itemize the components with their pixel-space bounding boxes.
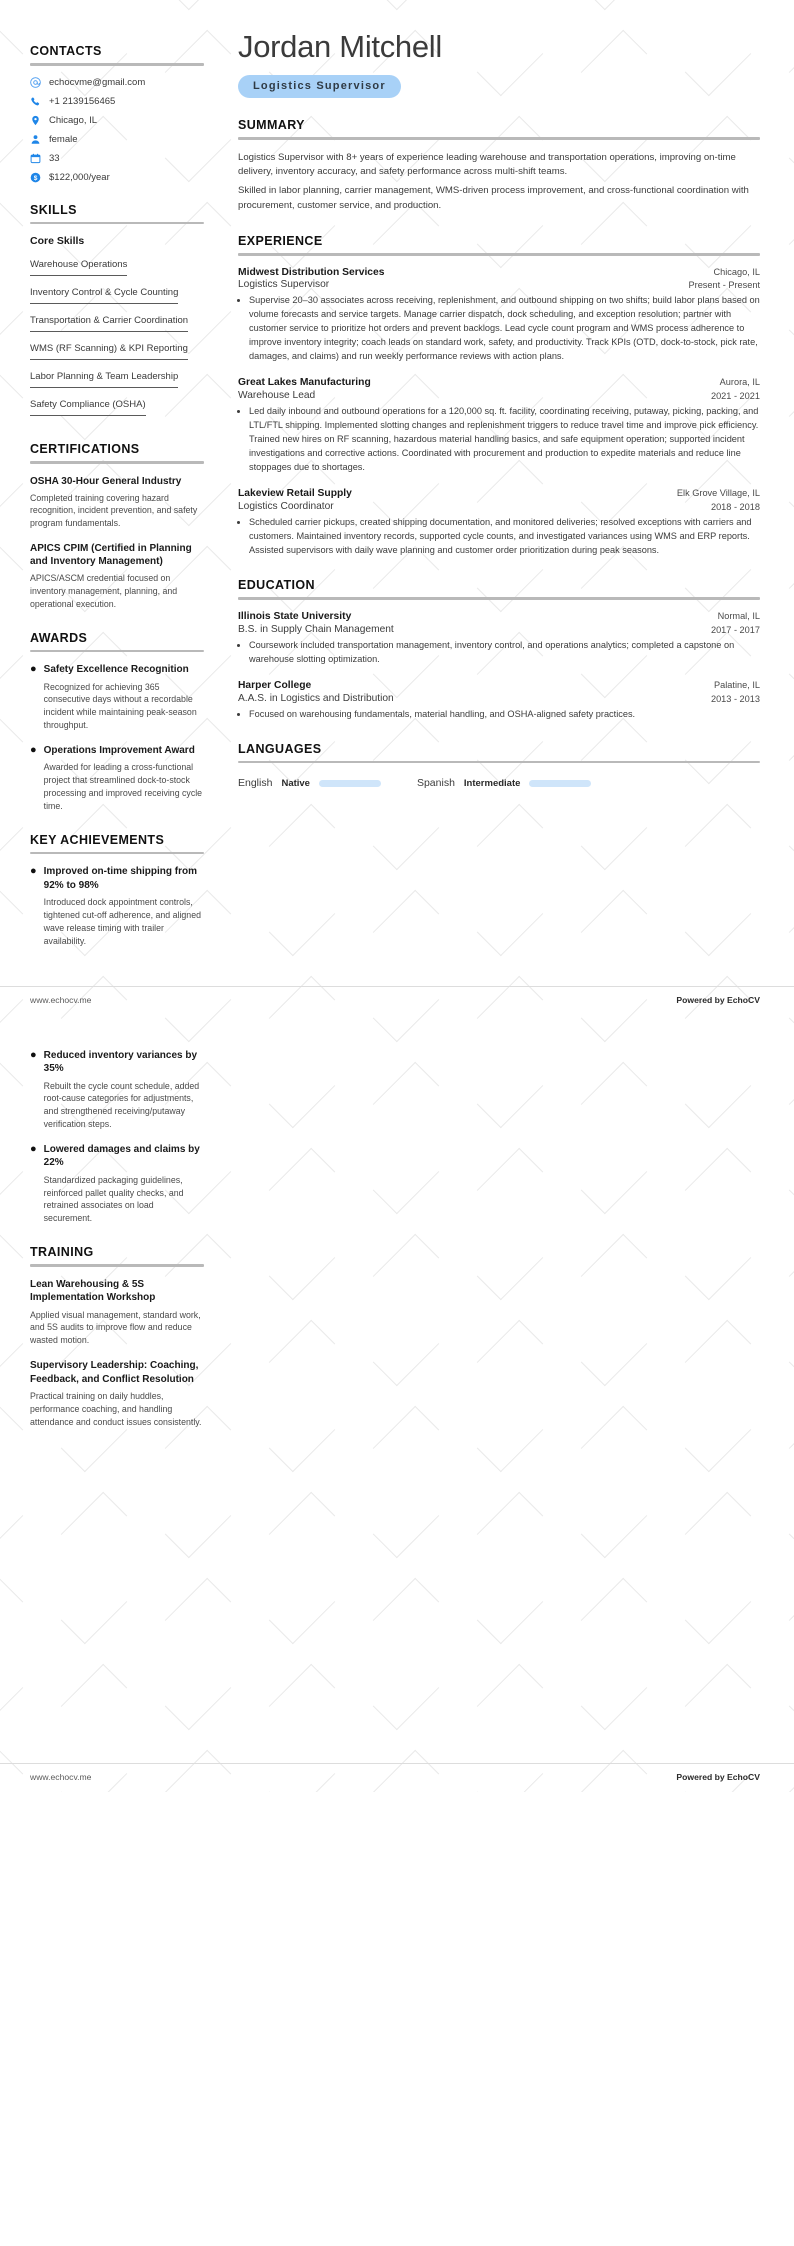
language-name: English	[238, 777, 273, 790]
summary-heading: SUMMARY	[238, 118, 305, 133]
experience-section	[238, 234, 760, 558]
bullet-icon: ●	[30, 743, 37, 756]
experience-company: Great Lakes Manufacturing	[238, 377, 371, 389]
education-item	[238, 611, 760, 667]
contact-phone-value: +1 2139156465	[49, 95, 116, 107]
skills-heading: SKILLS	[30, 202, 77, 217]
resume-page-2	[0, 1035, 794, 1745]
experience-dates: Present - Present	[688, 280, 760, 291]
award-description: Awarded for leading a cross-functional project that streamlined dock-to-stock processing and improved receiving cycle time.	[43, 762, 203, 811]
summary-paragraph: Logistics Supervisor with 8+ years of experience leading warehouse and transportation operations, improving on-time delivery, inventory accuracy, and safety performance across multi-shift teams.	[238, 151, 736, 178]
skill-label: Labor Planning & Team Leadership	[30, 371, 178, 388]
contact-email-value: echocvme@gmail.com	[49, 76, 146, 88]
experience-title: Logistics Supervisor	[238, 279, 330, 291]
summary-section	[238, 118, 760, 214]
experience-title: Warehouse Lead	[238, 390, 316, 402]
email-icon	[30, 77, 41, 88]
experience-company: Midwest Distribution Services	[238, 266, 385, 278]
achievement-title: Reduced inventory variances by 35%	[43, 1049, 198, 1074]
person-icon	[30, 134, 41, 145]
list-item	[30, 310, 204, 338]
bullet-icon: ●	[30, 865, 37, 878]
awards-heading: AWARDS	[30, 630, 88, 645]
education-location: Palatine, IL	[714, 679, 760, 690]
section-divider	[30, 222, 204, 225]
key-achievements-continued	[30, 1049, 204, 1226]
role-badge: Logistics Supervisor	[238, 75, 401, 98]
page-break	[0, 1015, 794, 1035]
footer-branding: Powered by EchoCV	[676, 994, 760, 1005]
contact-age	[30, 153, 204, 164]
training-item	[30, 1278, 204, 1347]
education-bullets	[238, 708, 760, 722]
contact-gender-value: female	[49, 133, 78, 145]
education-degree: A.A.S. in Logistics and Distribution	[238, 692, 394, 704]
education-item	[238, 680, 760, 722]
certifications-section	[30, 442, 204, 611]
section-divider	[30, 63, 204, 66]
skills-section	[30, 203, 204, 423]
list-item: • Coursework included transportation management, inventory control, and operations analytics; completed a capstone on warehouse slotting optimization.	[249, 639, 760, 667]
languages-heading: LANGUAGES	[238, 741, 322, 756]
training-description: Applied visual management, standard work, and 5S audits to improve flow and reduce wasted motion.	[30, 1309, 201, 1346]
experience-item	[238, 488, 760, 558]
list-item: • Scheduled carrier pickups, created shipping documentation, and monitored deliveries; resolved exceptions with carriers and customers. Maintained inventory records, supported cycle counts, and investigated variances using WMS and ERP reports. Assisted supervisors with daily wave planning and customer order prioritization during peak seasons.	[249, 516, 760, 558]
key-achievements-section	[30, 833, 204, 948]
list-item	[30, 366, 204, 394]
experience-location: Aurora, IL	[719, 377, 760, 388]
contact-location-value: Chicago, IL	[49, 114, 98, 126]
experience-bullets	[238, 516, 760, 558]
training-title: Supervisory Leadership: Coaching, Feedback, and Conflict Resolution	[30, 1360, 199, 1385]
key-achievements-heading: KEY ACHIEVEMENTS	[30, 832, 165, 847]
education-school: Illinois State University	[238, 610, 352, 622]
languages-section	[238, 742, 760, 790]
list-item: • Led daily inbound and outbound operations for a 120,000 sq. ft. facility, coordinating receiving, putaway, picking, packing, and LTL/FTL shipping. Implemented slotting changes and replenishment triggers to reduce travel time and improve pick efficiency. Trained new hires on RF scanning, hazardous material handling basics, and safe equipment operation; supported incident investigations and corrective actions. Coordinated with procurement and production to expedite materials and reduce line stoppages due to shortages.	[249, 405, 760, 475]
skill-label: WMS (RF Scanning) & KPI Reporting	[30, 343, 188, 360]
experience-item	[238, 267, 760, 365]
bullet-icon: ●	[30, 663, 37, 676]
page-footer	[0, 986, 794, 1015]
award-item	[30, 663, 204, 732]
contact-phone[interactable]	[30, 96, 204, 107]
footer-website[interactable]: www.echocv.me	[30, 1771, 92, 1782]
achievement-title: Lowered damages and claims by 22%	[43, 1143, 200, 1169]
certification-description: APICS/ASCM credential focused on inventory management, planning, and operational execution.	[30, 573, 178, 609]
section-divider	[30, 852, 204, 855]
certification-title: APICS CPIM (Certified in Planning and Inventory Management)	[30, 542, 192, 568]
page-title: Jordan Mitchell	[238, 29, 442, 64]
list-item	[30, 282, 204, 310]
awards-section	[30, 631, 204, 813]
contact-email[interactable]	[30, 77, 204, 88]
section-divider	[30, 650, 204, 653]
list-item	[30, 254, 204, 282]
training-item	[30, 1359, 204, 1428]
spacer	[238, 1065, 760, 1745]
education-school: Harper College	[238, 679, 312, 691]
certifications-heading: CERTIFICATIONS	[30, 442, 140, 456]
sidebar	[0, 0, 222, 968]
skill-label: Transportation & Carrier Coordination	[30, 315, 188, 332]
contact-salary	[30, 172, 204, 183]
experience-item	[238, 377, 760, 475]
footer-branding: Powered by EchoCV	[676, 1771, 760, 1782]
education-bullets	[238, 639, 760, 667]
sidebar-continued	[0, 1035, 222, 1449]
achievement-title: Improved on-time shipping from 92% to 98%	[43, 866, 197, 891]
section-divider	[30, 1264, 204, 1267]
bullet-icon: ●	[30, 1048, 37, 1061]
main-column-continued	[222, 1035, 794, 1745]
footer-website[interactable]: www.echocv.me	[30, 994, 92, 1005]
list-item	[30, 394, 204, 422]
training-heading: TRAINING	[30, 1245, 94, 1260]
section-divider	[238, 137, 760, 140]
experience-location: Chicago, IL	[713, 266, 760, 277]
salary-icon	[30, 172, 41, 183]
experience-title: Logistics Coordinator	[238, 501, 334, 513]
skills-group-title: Core Skills	[30, 235, 85, 247]
languages-list	[238, 777, 760, 789]
svg-text:$: $	[33, 174, 38, 182]
experience-dates: 2018 - 2018	[710, 502, 760, 513]
award-description: Recognized for achieving 365 consecutive days without a recordable incident while maintaining peak-season throughput.	[43, 681, 197, 731]
experience-bullets	[238, 294, 760, 364]
education-location: Normal, IL	[717, 610, 760, 621]
list-item: • Focused on warehousing fundamentals, material handling, and OSHA-aligned safety practices.	[249, 708, 760, 722]
section-divider	[238, 253, 760, 256]
experience-location: Elk Grove Village, IL	[676, 488, 760, 499]
language-proficiency-bar	[529, 780, 591, 787]
education-section	[238, 578, 760, 721]
certification-description: Completed training covering hazard recognition, incident prevention, and safety program fundamentals.	[30, 492, 198, 529]
summary-paragraph: Skilled in labor planning, carrier management, WMS-driven process improvement, and cross-functional coordination with procurement, customer service, and production.	[238, 185, 749, 212]
certification-title: OSHA 30-Hour General Industry	[30, 475, 182, 487]
language-level: Intermediate	[463, 777, 521, 789]
calendar-icon	[30, 153, 41, 164]
training-section	[30, 1245, 204, 1428]
section-divider	[238, 597, 760, 600]
skills-list	[30, 254, 204, 422]
education-heading: EDUCATION	[238, 578, 315, 593]
page-footer	[0, 1763, 794, 1792]
award-title: Safety Excellence Recognition	[43, 664, 189, 676]
education-dates: 2013 - 2013	[710, 693, 760, 704]
training-title: Lean Warehousing & 5S Implementation Workshop	[30, 1278, 156, 1304]
experience-heading: EXPERIENCE	[238, 234, 323, 249]
achievement-item	[30, 1143, 204, 1225]
contact-salary-value: $122,000/year	[49, 171, 110, 183]
language-level: Native	[281, 777, 310, 789]
achievement-item	[30, 865, 204, 947]
achievement-description: Introduced dock appointment controls, tightened cut-off adherence, and aligned wave release timing with trailer availability.	[43, 897, 201, 946]
section-divider	[30, 461, 204, 464]
education-dates: 2017 - 2017	[710, 624, 760, 635]
language-proficiency-bar	[319, 780, 381, 787]
experience-company: Lakeview Retail Supply	[238, 488, 352, 500]
certification-item	[30, 475, 204, 530]
bullet-icon: ●	[30, 1142, 37, 1155]
contacts-section	[30, 44, 204, 183]
contact-gender	[30, 134, 204, 145]
skill-label: Inventory Control & Cycle Counting	[30, 287, 178, 304]
main-column	[222, 0, 794, 809]
achievement-description: Standardized packaging guidelines, reinforced pallet quality checks, and retrained associates on load securement.	[43, 1174, 184, 1224]
education-degree: B.S. in Supply Chain Management	[238, 623, 394, 635]
skill-label: Safety Compliance (OSHA)	[30, 399, 146, 416]
award-title: Operations Improvement Award	[43, 744, 195, 756]
list-item: • Supervise 20–30 associates across receiving, replenishment, and outbound shipping on two shifts; build labor plans based on volume forecasts and service targets. Manage carrier dispatch, dock scheduling, and exception resolution; partner with customer service to prioritize hot orders and prevent backlogs. Lead cycle count program and WMS process adherence to improve inventory integrity; coach leads on standard work, safety, and productivity. Track KPIs (OTD, dock-to-stock, pick rate, damages, and claims) and run weekly performance reviews with action plans.	[249, 294, 760, 364]
contacts-heading: CONTACTS	[30, 44, 102, 58]
certification-item	[30, 542, 204, 611]
list-item	[30, 338, 204, 366]
resume-page-1	[0, 0, 794, 968]
experience-dates: 2021 - 2021	[710, 391, 760, 402]
language-name: Spanish	[416, 777, 455, 790]
achievement-item	[30, 1049, 204, 1131]
contact-age-value: 33	[49, 152, 60, 164]
achievement-description: Rebuilt the cycle count schedule, added root-cause categories for adjustments, and strengthened receiving/putaway verification steps.	[43, 1080, 200, 1129]
skill-label: Warehouse Operations	[30, 259, 127, 276]
award-item	[30, 744, 204, 813]
contact-location	[30, 115, 204, 126]
training-description: Practical training on daily huddles, performance coaching, and handling attendance and conduct issues consistently.	[30, 1391, 202, 1427]
section-divider	[238, 761, 760, 764]
phone-icon	[30, 96, 41, 107]
location-pin-icon	[30, 115, 41, 126]
experience-bullets	[238, 405, 760, 475]
